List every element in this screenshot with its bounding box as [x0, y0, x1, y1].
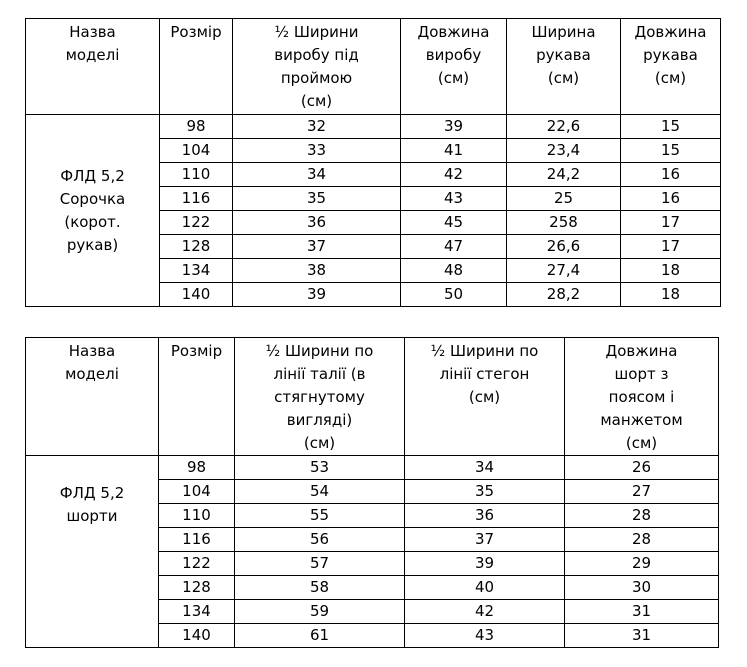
length-cell: 27	[565, 480, 719, 504]
length-cell: 39	[401, 115, 507, 139]
size-cell: 116	[160, 187, 233, 211]
half-width-cell: 34	[233, 163, 401, 187]
shorts-model-name: ФЛД 5,2 шорти	[26, 456, 159, 648]
half-width-cell: 35	[233, 187, 401, 211]
sleeve-length-cell: 15	[621, 139, 721, 163]
shorts-size-table	[25, 337, 719, 648]
half-width-cell: 39	[233, 283, 401, 307]
sleeve-width-cell: 22,6	[507, 115, 621, 139]
shorts-header-row	[26, 338, 719, 456]
size-cell: 122	[160, 211, 233, 235]
half-width-cell: 36	[233, 211, 401, 235]
shirt-model-name: ФЛД 5,2 Сорочка (корот. рукав)	[26, 115, 160, 307]
length-cell: 41	[401, 139, 507, 163]
length-cell: 43	[401, 187, 507, 211]
hips-cell: 37	[405, 528, 565, 552]
waist-cell: 61	[235, 624, 405, 648]
length-cell: 30	[565, 576, 719, 600]
length-cell: 28	[565, 528, 719, 552]
table-row	[26, 456, 719, 480]
waist-cell: 58	[235, 576, 405, 600]
length-cell: 48	[401, 259, 507, 283]
size-cell: 134	[160, 259, 233, 283]
shirt-header-model: Назва моделі	[26, 19, 160, 115]
waist-cell: 59	[235, 600, 405, 624]
hips-cell: 35	[405, 480, 565, 504]
half-width-cell: 32	[233, 115, 401, 139]
sleeve-width-cell: 24,2	[507, 163, 621, 187]
sleeve-width-cell: 25	[507, 187, 621, 211]
shorts-header-size: Розмір	[159, 338, 235, 456]
size-cell: 128	[159, 576, 235, 600]
length-cell: 50	[401, 283, 507, 307]
sleeve-length-cell: 15	[621, 115, 721, 139]
shirt-header-size: Розмір	[160, 19, 233, 115]
hips-cell: 43	[405, 624, 565, 648]
table-row	[26, 115, 721, 139]
waist-cell: 55	[235, 504, 405, 528]
size-cell: 128	[160, 235, 233, 259]
shirt-header-half-width: ½ Ширини виробу під проймою (см)	[233, 19, 401, 115]
size-cell: 140	[159, 624, 235, 648]
size-cell: 104	[160, 139, 233, 163]
hips-cell: 36	[405, 504, 565, 528]
hips-cell: 42	[405, 600, 565, 624]
half-width-cell: 37	[233, 235, 401, 259]
waist-cell: 56	[235, 528, 405, 552]
length-cell: 31	[565, 600, 719, 624]
shirt-header-sleeve-width: Ширина рукава (см)	[507, 19, 621, 115]
half-width-cell: 33	[233, 139, 401, 163]
size-cell: 140	[160, 283, 233, 307]
shirt-header-sleeve-length: Довжина рукава (см)	[621, 19, 721, 115]
shorts-header-hips: ½ Ширини по лінії стегон (см)	[405, 338, 565, 456]
sleeve-length-cell: 16	[621, 163, 721, 187]
shirt-header-row	[26, 19, 721, 115]
shirt-header-length: Довжина виробу (см)	[401, 19, 507, 115]
length-cell: 42	[401, 163, 507, 187]
size-cell: 134	[159, 600, 235, 624]
sleeve-length-cell: 16	[621, 187, 721, 211]
sleeve-length-cell: 17	[621, 211, 721, 235]
sleeve-length-cell: 18	[621, 259, 721, 283]
sleeve-length-cell: 17	[621, 235, 721, 259]
size-cell: 116	[159, 528, 235, 552]
size-cell: 110	[159, 504, 235, 528]
waist-cell: 57	[235, 552, 405, 576]
waist-cell: 53	[235, 456, 405, 480]
shorts-header-model: Назва моделі	[26, 338, 159, 456]
size-cell: 98	[160, 115, 233, 139]
size-cell: 104	[159, 480, 235, 504]
length-cell: 29	[565, 552, 719, 576]
hips-cell: 40	[405, 576, 565, 600]
shirt-size-table	[25, 18, 721, 307]
length-cell: 47	[401, 235, 507, 259]
shorts-header-waist: ½ Ширини по лінії талії (в стягнутому вигляді) (см)	[235, 338, 405, 456]
size-cell: 98	[159, 456, 235, 480]
sleeve-length-cell: 18	[621, 283, 721, 307]
sleeve-width-cell: 258	[507, 211, 621, 235]
half-width-cell: 38	[233, 259, 401, 283]
sleeve-width-cell: 23,4	[507, 139, 621, 163]
waist-cell: 54	[235, 480, 405, 504]
hips-cell: 39	[405, 552, 565, 576]
length-cell: 26	[565, 456, 719, 480]
sleeve-width-cell: 28,2	[507, 283, 621, 307]
size-cell: 122	[159, 552, 235, 576]
length-cell: 31	[565, 624, 719, 648]
sleeve-width-cell: 26,6	[507, 235, 621, 259]
length-cell: 28	[565, 504, 719, 528]
hips-cell: 34	[405, 456, 565, 480]
length-cell: 45	[401, 211, 507, 235]
shorts-header-length: Довжина шорт з поясом і манжетом (см)	[565, 338, 719, 456]
size-cell: 110	[160, 163, 233, 187]
sleeve-width-cell: 27,4	[507, 259, 621, 283]
